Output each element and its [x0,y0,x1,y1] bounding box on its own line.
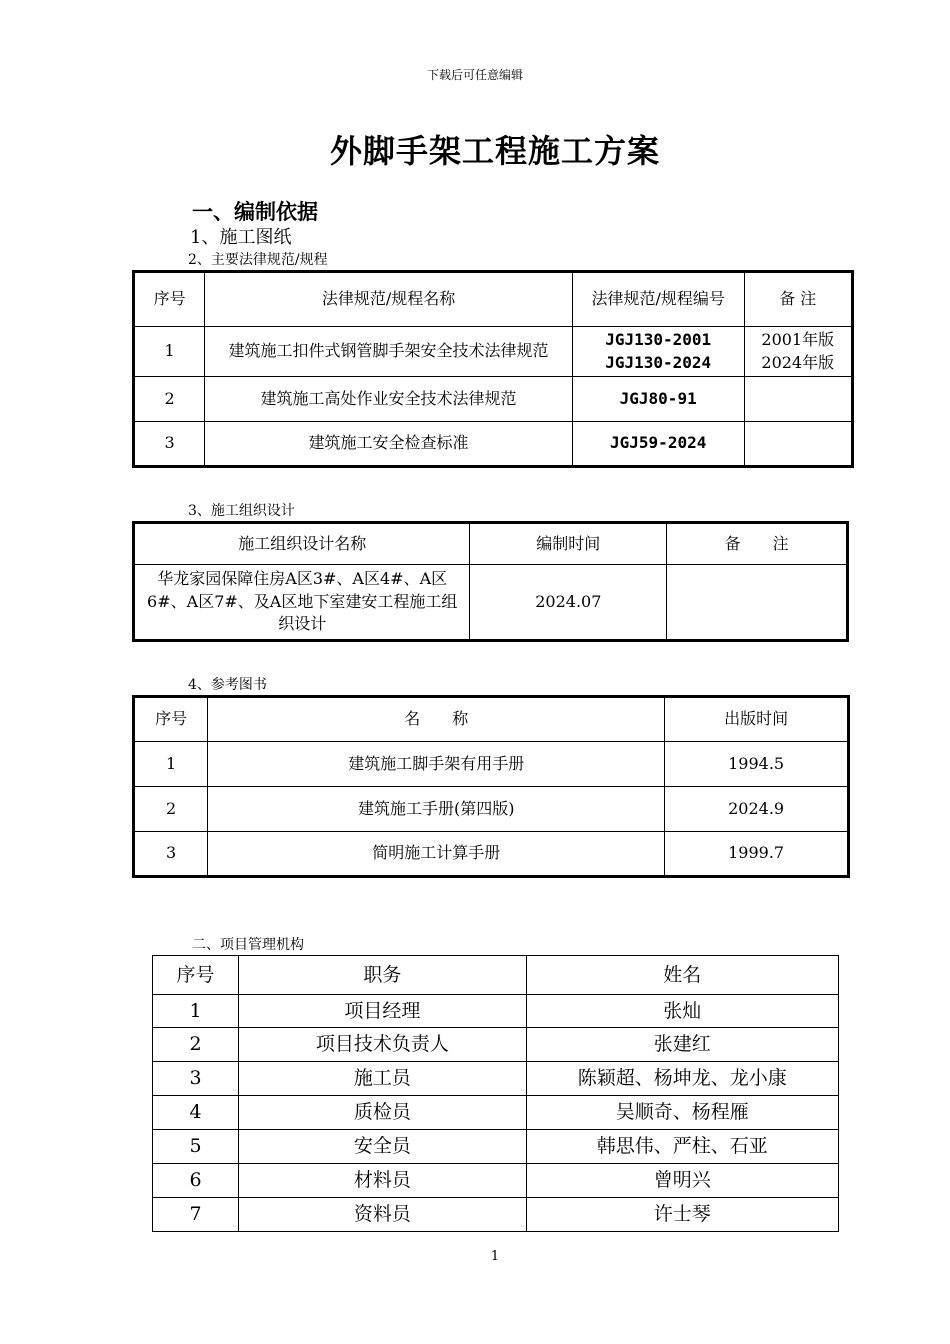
item-drawings: 1、施工图纸 [190,227,292,248]
section-heading-basis: 一、编制依据 [192,199,318,224]
header-cell: 序号 [134,697,208,742]
book-name: 建筑施工脚手架有用手册 [208,742,665,787]
page-number: 1 [490,1249,500,1264]
law-note [744,377,852,422]
table-row [153,1198,839,1232]
header-cell: 备 注 [667,523,848,565]
header-cell: 序号 [153,956,239,995]
table-row [134,565,848,641]
row-number: 3 [153,1062,239,1096]
law-code-line: JGJ130-2024 [605,352,712,372]
table-row [134,832,849,877]
row-number: 5 [153,1130,239,1164]
row-number: 2 [153,1028,239,1062]
law-code [572,327,744,377]
book-date: 2024.9 [665,787,849,832]
org-design-name: 华龙家园保障住房A区3#、A区4#、A区6#、A区7#、及A区地下室建安工程施工组织设计 [134,565,470,641]
row-number: 7 [153,1198,239,1232]
row-number: 1 [134,327,205,377]
header-cell: 出版时间 [665,697,849,742]
header-cell: 职务 [239,956,526,995]
law-code-line: JGJ130-2001 [605,330,712,350]
table-row [153,1096,839,1130]
header-cell: 名 称 [208,697,665,742]
law-code: JGJ59-2024 [572,422,744,467]
item-references: 4、参考图书 [188,677,267,693]
person-name: 韩思伟、严柱、石亚 [526,1130,838,1164]
person-name: 许士琴 [526,1198,838,1232]
law-note [744,327,852,377]
row-number: 2 [134,377,205,422]
role: 材料员 [239,1164,526,1198]
header-cell: 备 注 [744,272,852,327]
laws-table [132,270,854,468]
person-name: 张灿 [526,995,838,1028]
header-cell: 法律规范/规程名称 [205,272,573,327]
person-name: 吴顺奇、杨程雁 [526,1096,838,1130]
header-cell: 姓名 [526,956,838,995]
book-name: 简明施工计算手册 [208,832,665,877]
item-org-design: 3、施工组织设计 [188,503,295,519]
book-name: 建筑施工手册(第四版) [208,787,665,832]
header-cell: 施工组织设计名称 [134,523,470,565]
table-row [134,787,849,832]
table-row [153,1164,839,1198]
role: 资料员 [239,1198,526,1232]
section-heading-management: 二、项目管理机构 [192,937,304,953]
law-name: 建筑施工高处作业安全技术法律规范 [205,377,573,422]
row-number: 4 [153,1096,239,1130]
person-name: 曾明兴 [526,1164,838,1198]
references-table [132,695,850,878]
law-name: 建筑施工安全检查标准 [205,422,573,467]
org-design-table [132,521,849,642]
role: 施工员 [239,1062,526,1096]
table-row [134,327,853,377]
table-row [134,377,853,422]
table-row [134,742,849,787]
role: 项目技术负责人 [239,1028,526,1062]
role: 质检员 [239,1096,526,1130]
header-cell: 编制时间 [470,523,667,565]
law-note [744,422,852,467]
row-number: 3 [134,422,205,467]
header-cell: 序号 [134,272,205,327]
book-date: 1999.7 [665,832,849,877]
header-note: 下载后可任意编辑 [426,68,523,82]
row-number: 6 [153,1164,239,1198]
row-number: 1 [134,742,208,787]
row-number: 1 [153,995,239,1028]
header-cell: 法律规范/规程编号 [572,272,744,327]
table-header-row [134,697,849,742]
table-row [153,995,839,1028]
org-design-note [667,565,848,641]
management-table [152,955,839,1232]
table-header-row [134,523,848,565]
law-note-line: 2001年版 [761,330,835,350]
person-name: 陈颖超、杨坤龙、龙小康 [526,1062,838,1096]
table-header-row [153,956,839,995]
org-design-date: 2024.07 [470,565,667,641]
book-date: 1994.5 [665,742,849,787]
row-number: 2 [134,787,208,832]
role: 项目经理 [239,995,526,1028]
law-note-line: 2024年版 [761,352,835,372]
table-row [153,1062,839,1096]
item-laws: 2、主要法律规范/规程 [188,252,328,268]
person-name: 张建红 [526,1028,838,1062]
table-row [153,1130,839,1164]
table-row [134,422,853,467]
table-row [153,1028,839,1062]
document-title: 外脚手架工程施工方案 [329,132,660,170]
role: 安全员 [239,1130,526,1164]
row-number: 3 [134,832,208,877]
table-header-row [134,272,853,327]
law-code: JGJ80-91 [572,377,744,422]
law-name: 建筑施工扣件式钢管脚手架安全技术法律规范 [205,327,573,377]
